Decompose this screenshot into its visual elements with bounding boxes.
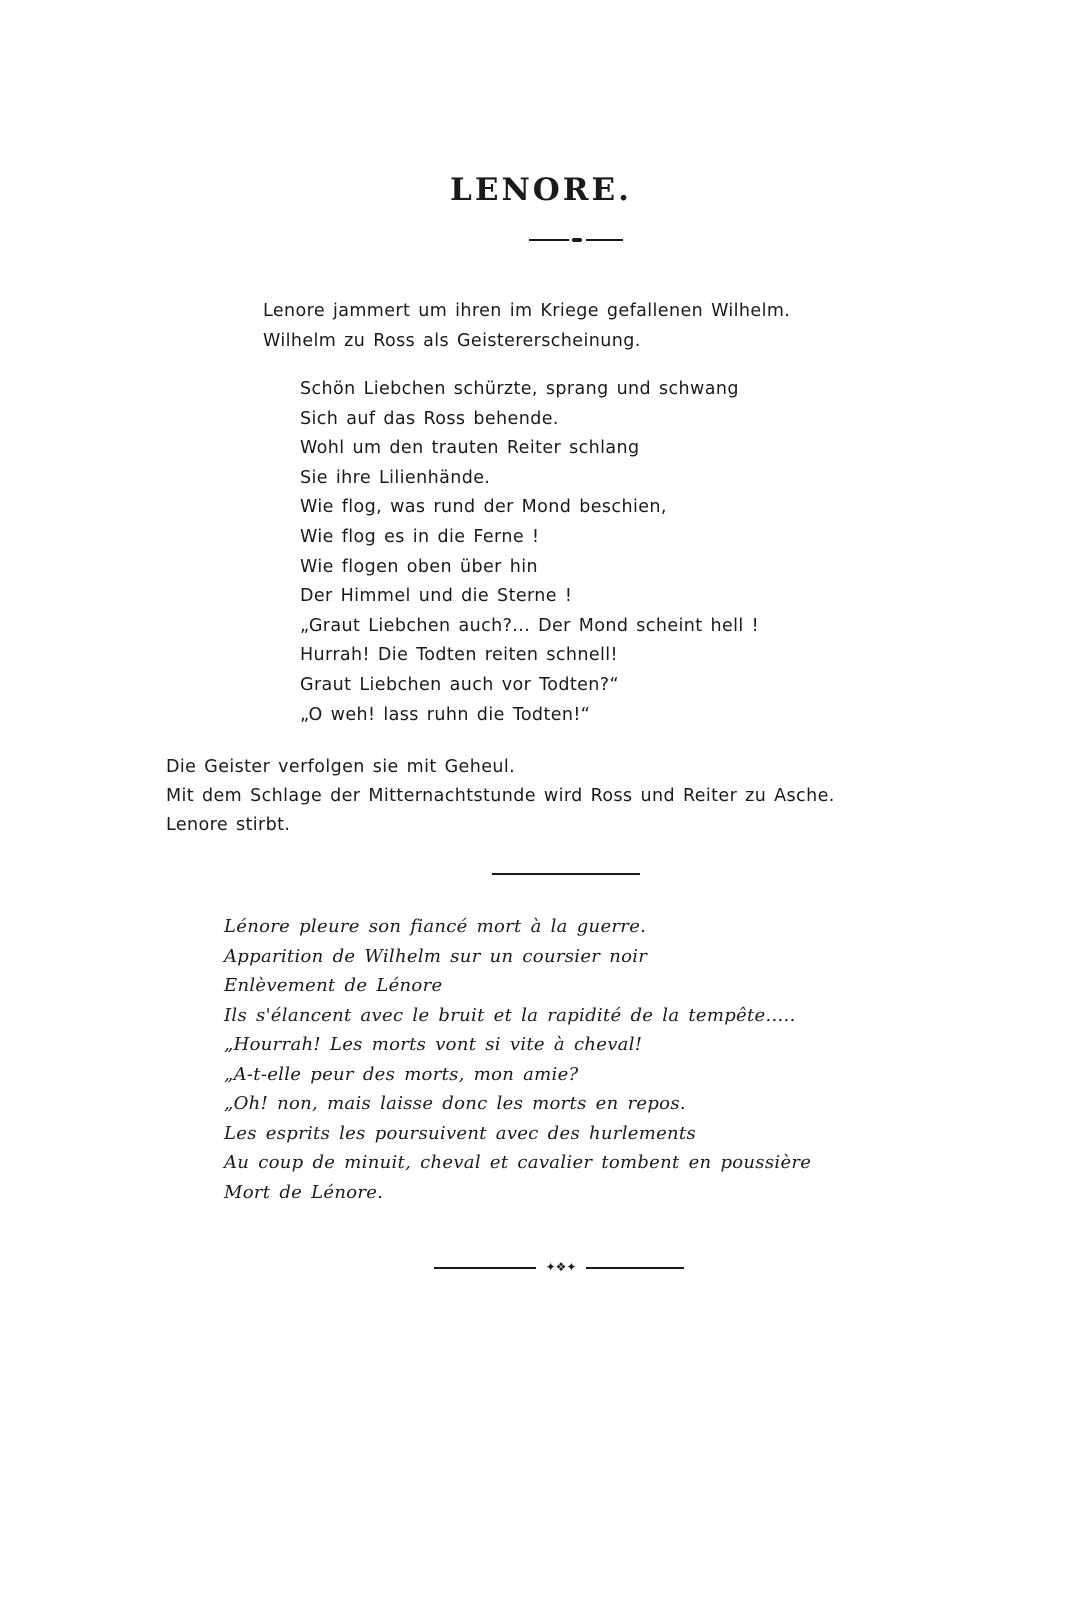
summary-line: Wilhelm zu Ross als Geistererscheinung. xyxy=(263,331,641,351)
poem-line: „Graut Liebchen auch?... Der Mond scheint hell ! xyxy=(300,615,760,636)
fleuron-icon: ✦❖✦ xyxy=(545,1260,577,1274)
french-line: Apparition de Wilhelm sur un coursier noir xyxy=(224,945,648,967)
title-ornament xyxy=(529,238,623,242)
poem-line: Hurrah! Die Todten reiten schnell! xyxy=(300,645,618,666)
ornament-center-mark xyxy=(572,238,582,242)
summary-line: Lenore jammert um ihren im Kriege gefallenen Wilhelm. xyxy=(263,301,791,321)
poem-line: Wie flogen oben über hin xyxy=(300,556,538,577)
french-line: „Oh! non, mais laisse donc les morts en repos. xyxy=(224,1093,686,1114)
poem-line: Wie flog es in die Ferne ! xyxy=(300,526,540,547)
end-ornament-line-right xyxy=(586,1267,684,1269)
poem-line: Sich auf das Ross behende. xyxy=(300,408,559,429)
section-divider xyxy=(492,873,640,875)
french-line: Les esprits les poursuivent avec des hurlements xyxy=(224,1122,696,1144)
page-title: LENORE. xyxy=(450,172,632,208)
poem-line: „O weh! lass ruhn die Todten!“ xyxy=(300,704,591,725)
ornament-line-right xyxy=(586,239,623,241)
german-aftermath xyxy=(166,753,835,840)
french-line: Enlèvement de Lénore xyxy=(224,975,443,996)
french-line: „Hourrah! Les morts vont si vite à cheval! xyxy=(224,1034,643,1055)
end-ornament xyxy=(434,1262,684,1274)
poem-line: Schön Liebchen schürzte, sprang und schwang xyxy=(300,379,739,399)
french-summary xyxy=(224,912,811,1207)
aftermath-line: Die Geister verfolgen sie mit Geheul. xyxy=(166,757,516,777)
poem-line: Sie ihre Lilienhände. xyxy=(300,467,491,488)
aftermath-line: Lenore stirbt. xyxy=(166,815,291,835)
french-line: Lénore pleure son fiancé mort à la guerre. xyxy=(224,916,647,937)
ornament-line-left xyxy=(529,239,569,241)
poem-stanza xyxy=(300,375,759,730)
german-summary xyxy=(263,296,790,356)
french-line: „A-t-elle peur des morts, mon amie? xyxy=(224,1063,579,1085)
aftermath-line: Mit dem Schlage der Mitternachtstunde wird Ross und Reiter zu Asche. xyxy=(166,786,835,806)
poem-line: Wie flog, was rund der Mond beschien, xyxy=(300,497,667,518)
poem-line: Der Himmel und die Sterne ! xyxy=(300,586,573,607)
end-ornament-line-left xyxy=(434,1267,536,1269)
poem-line: Graut Liebchen auch vor Todten?“ xyxy=(300,674,619,695)
french-line: Au coup de minuit, cheval et cavalier tombent en poussière xyxy=(224,1152,812,1173)
french-line: Ils s'élancent avec le bruit et la rapidité de la tempête..... xyxy=(224,1004,796,1026)
poem-line: Wohl um den trauten Reiter schlang xyxy=(300,438,640,459)
french-line: Mort de Lénore. xyxy=(224,1181,384,1203)
